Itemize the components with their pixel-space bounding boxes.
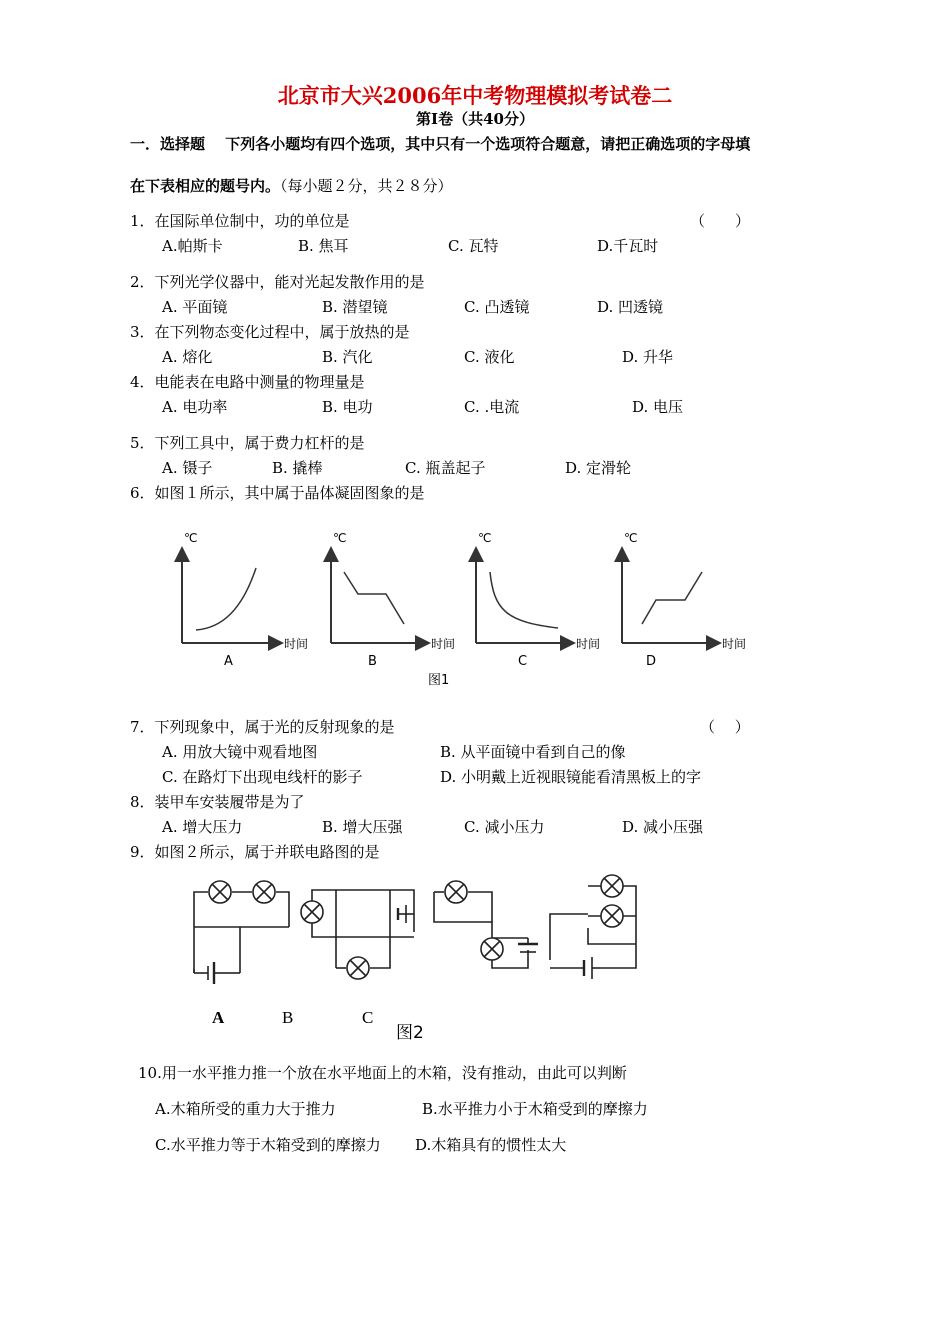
section-heading-scoring: （每小题２分，共２８分） [280, 177, 453, 195]
question-4-option-d: D. 电压 [632, 398, 684, 416]
question-4-option-a: A. 电功率 [162, 398, 228, 416]
question-8-stem: 8．装甲车安装履带是为了 [130, 793, 305, 811]
figure-1-a-curve [196, 568, 256, 630]
figure-1-d-x-label: 时间 [722, 637, 747, 651]
question-4-stem: 4．电能表在电路中测量的物理量是 [130, 373, 365, 391]
question-8-option-c: C. 减小压力 [464, 818, 545, 836]
question-7-option-c: C. 在路灯下出现电线杆的影子 [162, 768, 363, 786]
question-10-option-c: C.水平推力等于木箱受到的摩擦力 [155, 1136, 381, 1154]
question-5-stem: 5．下列工具中，属于费力杠杆的是 [130, 434, 365, 452]
question-10-option-a: A.木箱所受的重力大于推力 [155, 1100, 336, 1118]
figure-1-d-curve [642, 572, 702, 624]
figure-2-b-lamp-1 [301, 901, 323, 923]
figure-2-d-lamp-2 [601, 905, 623, 927]
figure-1-panel-b [331, 531, 455, 669]
figure-2-d-lamp-1 [601, 875, 623, 897]
section-heading-line2 [130, 175, 453, 196]
figure-1-c-label: C [518, 654, 528, 669]
question-1-option-d: D.千瓦时 [597, 237, 659, 255]
question-1-answer-blank: （ ） [690, 212, 751, 230]
question-3-stem: 3．在下列物态变化过程中，属于放热的是 [130, 323, 410, 341]
question-2-option-d: D. 凹透镜 [597, 298, 664, 316]
figure-2-label-c: C [362, 1008, 374, 1027]
question-6-stem: 6．如图１所示，其中属于晶体凝固图象的是 [130, 484, 425, 502]
question-2-option-c: C. 凸透镜 [464, 298, 530, 316]
question-10-option-d: D.木箱具有的惯性太大 [415, 1136, 567, 1154]
question-1-option-c: C. 瓦特 [448, 237, 499, 255]
figure-2-circuit-c [434, 881, 538, 968]
section-heading-line1: 一．选择题 下列各小题均有四个选项，其中只有一个选项符合题意，请把正确选项的字母填 [130, 135, 751, 153]
question-8-option-b: B. 增大压强 [322, 818, 403, 836]
question-10-option-b: B.水平推力小于木箱受到的摩擦力 [422, 1100, 648, 1118]
question-3-option-a: A. 熔化 [162, 348, 213, 366]
figure-1-a-y-unit: ℃ [184, 531, 198, 545]
question-5-option-d: D. 定滑轮 [565, 459, 632, 477]
question-1-option-b: B. 焦耳 [298, 237, 349, 255]
figure-1-c-y-unit: ℃ [478, 531, 492, 545]
question-10-stem: 10.用一水平推力推一个放在水平地面上的木箱，没有推动，由此可以判断 [138, 1064, 627, 1082]
figure-1-a-label: A [224, 654, 233, 669]
figure-1-panel-d [622, 531, 746, 669]
question-5-option-c: C. 瓶盖起子 [405, 459, 486, 477]
figure-1-b-x-label: 时间 [431, 637, 456, 651]
question-8-option-a: A. 增大压力 [162, 818, 243, 836]
figure-2-circuit-d [550, 875, 636, 979]
question-9-stem: 9．如图２所示，属于并联电路图的是 [130, 843, 380, 861]
figure-2-a-lamp-1 [209, 881, 231, 903]
section-heading-bold: 在下表相应的题号内。 [130, 177, 281, 195]
question-3-option-c: C. 液化 [464, 348, 515, 366]
figure-1-c-curve [490, 572, 558, 628]
figure-1-d-label: D [646, 654, 657, 669]
figure-2 [180, 870, 650, 1045]
question-3-option-b: B. 汽化 [322, 348, 373, 366]
figure-1-b-y-unit: ℃ [333, 531, 347, 545]
question-7-option-b: B. 从平面镜中看到自己的像 [440, 743, 626, 761]
question-2-option-b: B. 潜望镜 [322, 298, 388, 316]
figure-2-label-b: B [282, 1008, 294, 1027]
figure-2-b-lamp-2 [347, 957, 369, 979]
question-2-stem: 2．下列光学仪器中，能对光起发散作用的是 [130, 273, 425, 291]
figure-2-c-lamp-2 [481, 938, 503, 960]
question-7-answer-blank: （ ） [700, 718, 750, 736]
figure-1-caption: 图1 [428, 673, 450, 688]
figure-1-b-curve [344, 572, 404, 624]
question-1-option-a: A.帕斯卡 [162, 237, 223, 255]
figure-2-label-a: A [212, 1008, 225, 1027]
figure-1-d-y-unit: ℃ [624, 531, 638, 545]
figure-2-caption: 图2 [396, 1023, 424, 1043]
question-5-option-a: A. 镊子 [162, 459, 213, 477]
question-1-stem: 1．在国际单位制中，功的单位是 [130, 212, 350, 230]
question-7-option-a: A. 用放大镜中观看地图 [162, 743, 318, 761]
question-3-option-d: D. 升华 [622, 348, 674, 366]
page-subtitle: 第Ⅰ卷（共40分） [416, 110, 534, 128]
figure-1-b-label: B [368, 654, 377, 669]
question-7-option-d: D. 小明戴上近视眼镜能看清黑板上的字 [440, 768, 702, 786]
figure-1-c-x-label: 时间 [576, 637, 601, 651]
figure-1 [160, 520, 770, 695]
question-4-option-c: C. .电流 [464, 398, 520, 416]
question-2-option-a: A. 平面镜 [162, 298, 228, 316]
question-5-option-b: B. 撬棒 [272, 459, 323, 477]
figure-1-panel-a [182, 531, 308, 669]
page-title: 北京市大兴2006年中考物理模拟考试卷二 [277, 83, 673, 108]
question-7-stem: 7．下列现象中，属于光的反射现象的是 [130, 718, 395, 736]
figure-1-panel-c [476, 531, 600, 669]
figure-2-circuit-a [194, 881, 289, 984]
figure-2-c-lamp-1 [445, 881, 467, 903]
figure-1-a-x-label: 时间 [284, 637, 309, 651]
figure-2-circuit-b [301, 890, 414, 979]
question-8-option-d: D. 减小压强 [622, 818, 704, 836]
figure-2-a-lamp-2 [253, 881, 275, 903]
question-4-option-b: B. 电功 [322, 398, 373, 416]
